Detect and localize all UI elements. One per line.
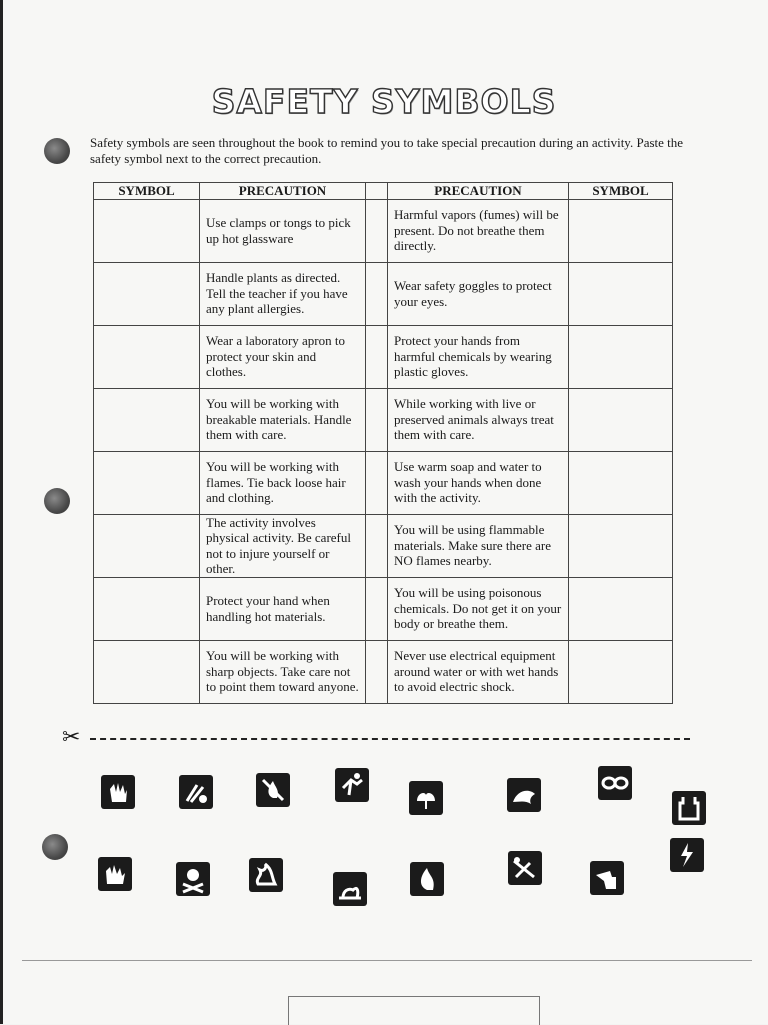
hot-hand-symbol-icon[interactable] [98, 857, 132, 891]
glove-symbol-icon[interactable] [101, 775, 135, 809]
bottom-rule [22, 960, 752, 961]
precaution-right: Wear safety goggles to protect your eyes. [388, 262, 569, 325]
scissors-icon: ✂ [62, 724, 81, 749]
scan-edge [0, 0, 3, 1024]
binder-hole [44, 488, 70, 514]
symbol-slot-right[interactable] [569, 451, 673, 514]
safety-table [93, 182, 673, 704]
precaution-left: You will be working with breakable materials. Handle them with care. [200, 388, 366, 451]
animal-care-symbol-icon[interactable] [507, 778, 541, 812]
precaution-right: While working with live or preserved animals always treat them with care. [388, 388, 569, 451]
spacer-cell [366, 577, 388, 640]
header-symbol-left: SYMBOL [94, 183, 200, 200]
table-row [94, 514, 673, 577]
precaution-right: Protect your hands from harmful chemicals by wearing plastic gloves. [388, 325, 569, 388]
symbol-slot-right[interactable] [569, 262, 673, 325]
binder-hole [44, 138, 70, 164]
symbol-slot-left[interactable] [94, 388, 200, 451]
header-precaution-right: PRECAUTION [388, 183, 569, 200]
spacer-cell [366, 325, 388, 388]
symbol-slot-right[interactable] [569, 325, 673, 388]
spacer-cell [366, 262, 388, 325]
table-row [94, 325, 673, 388]
table-row [94, 388, 673, 451]
poison-skull-symbol-icon[interactable] [176, 862, 210, 896]
precaution-left: Protect your hand when handling hot materials. [200, 577, 366, 640]
header-spacer [366, 183, 388, 200]
symbol-slot-right[interactable] [569, 199, 673, 262]
symbol-slot-left[interactable] [94, 262, 200, 325]
symbol-slot-left[interactable] [94, 325, 200, 388]
spacer-cell [366, 388, 388, 451]
spacer-cell [366, 451, 388, 514]
symbol-slot-right[interactable] [569, 514, 673, 577]
spacer-cell [366, 514, 388, 577]
symbol-slot-right[interactable] [569, 577, 673, 640]
header-symbol-right: SYMBOL [569, 183, 673, 200]
symbol-slot-right[interactable] [569, 640, 673, 703]
symbol-slot-left[interactable] [94, 514, 200, 577]
precaution-left: You will be working with flames. Tie back loose hair and clothing. [200, 451, 366, 514]
precaution-left: Use clamps or tongs to pick up hot glassware [200, 199, 366, 262]
symbol-slot-left[interactable] [94, 451, 200, 514]
breakable-glass-symbol-icon[interactable] [333, 872, 367, 906]
symbol-slot-left[interactable] [94, 199, 200, 262]
precaution-right: Harmful vapors (fumes) will be present. Do not breathe them directly. [388, 199, 569, 262]
sharp-object-symbol-icon[interactable] [508, 851, 542, 885]
precaution-left: The activity involves physical activity. Be careful not to injure yourself or other. [200, 514, 366, 577]
table-row [94, 577, 673, 640]
apron-symbol-icon[interactable] [672, 791, 706, 825]
precaution-right: You will be using poisonous chemicals. Do not get it on your body or breathe them. [388, 577, 569, 640]
flame-symbol-icon[interactable] [410, 862, 444, 896]
precaution-right: You will be using flammable materials. Make sure there are NO flames nearby. [388, 514, 569, 577]
spacer-cell [366, 640, 388, 703]
table-row [94, 451, 673, 514]
tongs-symbol-icon[interactable] [179, 775, 213, 809]
header-precaution-left: PRECAUTION [200, 183, 366, 200]
electrical-symbol-icon[interactable] [670, 838, 704, 872]
symbol-slot-left[interactable] [94, 577, 200, 640]
goggles-symbol-icon[interactable] [598, 766, 632, 800]
table-row [94, 640, 673, 703]
no-flame-symbol-icon[interactable] [256, 773, 290, 807]
precaution-left: Handle plants as directed. Tell the teacher if you have any plant allergies. [200, 262, 366, 325]
precaution-left: You will be working with sharp objects. Take care not to point them toward anyone. [200, 640, 366, 703]
cut-line [90, 738, 690, 740]
table-row [94, 199, 673, 262]
precaution-left: Wear a laboratory apron to protect your skin and clothes. [200, 325, 366, 388]
fumes-symbol-icon[interactable] [249, 858, 283, 892]
precaution-right: Use warm soap and water to wash your hands when done with the activity. [388, 451, 569, 514]
symbol-slot-left[interactable] [94, 640, 200, 703]
instructions-text: Safety symbols are seen throughout the book to remind you to take special precaution during an activity. Paste the safety symbol next to the correct precaution. [90, 135, 684, 166]
page-title: SAFETY SYMBOLS [211, 82, 557, 121]
hand-washing-symbol-icon[interactable] [590, 861, 624, 895]
scan-footer-box [288, 996, 540, 1025]
table-row [94, 262, 673, 325]
precaution-right: Never use electrical equipment around water or with wet hands to avoid electric shock. [388, 640, 569, 703]
plant-symbol-icon[interactable] [409, 781, 443, 815]
spacer-cell [366, 199, 388, 262]
symbol-slot-right[interactable] [569, 388, 673, 451]
binder-hole [42, 834, 68, 860]
physical-activity-symbol-icon[interactable] [335, 768, 369, 802]
